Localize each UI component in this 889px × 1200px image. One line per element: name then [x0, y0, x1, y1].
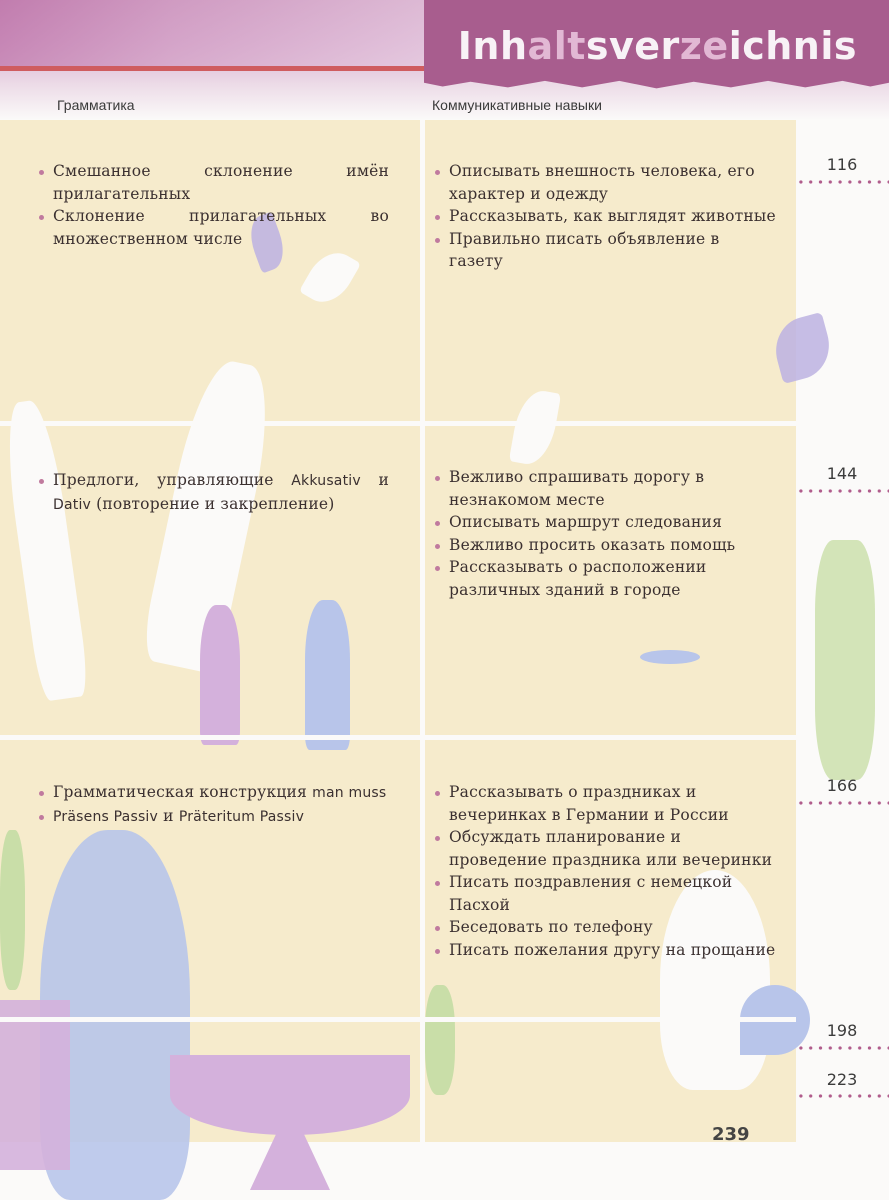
shopper-silhouette — [305, 600, 350, 750]
grammar-cell-2 — [37, 469, 389, 516]
list-item: Предлоги, управляющие Akkusativ и Dativ (повторение и закрепление) — [37, 469, 389, 516]
list-item: Описывать внешность человека, его характер и одежду — [433, 160, 778, 205]
page-number-link[interactable]: 144 — [826, 464, 858, 483]
list-item: Вежливо спрашивать дорогу в незнакомом месте — [433, 466, 778, 511]
list-item: Правильно писать объявление в газету — [433, 228, 778, 273]
shopper-silhouette — [200, 605, 240, 745]
list-item: Рассказывать, как выглядят животные — [433, 205, 778, 228]
dotted-leader — [796, 489, 889, 493]
page-number-link[interactable]: 223 — [826, 1070, 858, 1089]
page-folio-number: 239 — [712, 1124, 750, 1145]
list-item: Рассказывать о расположении различных зданий в городе — [433, 556, 778, 601]
list-item: Смешанное склонение имён прилагательных — [37, 160, 389, 205]
grammar-cell-3 — [37, 781, 389, 828]
dotted-leader — [796, 180, 889, 184]
page-title: Inhaltsverzeichnis — [457, 24, 857, 68]
greek-kylix-illustration — [170, 1055, 410, 1135]
grammar-cell-1 — [37, 160, 389, 250]
dancer-silhouette — [425, 985, 455, 1095]
page-number-link[interactable]: 116 — [826, 155, 858, 174]
row-divider — [0, 1017, 796, 1022]
dotted-leader — [796, 1046, 889, 1050]
dotted-leader — [796, 1094, 889, 1098]
flowerpot-illustration — [0, 1000, 70, 1170]
plant-illustration — [815, 540, 875, 780]
row-divider — [0, 735, 796, 740]
list-item: Беседовать по телефону — [433, 916, 778, 939]
list-item: Писать пожелания другу на прощание — [433, 939, 778, 962]
list-item: Описывать маршрут следования — [433, 511, 778, 534]
leaf-illustration — [0, 830, 25, 990]
page-number-link[interactable]: 166 — [826, 776, 858, 795]
column-header-communication: Коммуникативные навыки — [432, 97, 602, 113]
list-item: Обсуждать планирование и проведение праздника или вечеринки — [433, 826, 778, 871]
column-header-grammar: Грамматика — [57, 97, 135, 113]
communication-cell-1 — [433, 160, 778, 273]
leaf-illustration — [640, 650, 700, 664]
communication-cell-3 — [433, 781, 778, 961]
page-number-link[interactable]: 198 — [826, 1021, 858, 1040]
list-item: Писать поздравления с немецкой Пасхой — [433, 871, 778, 916]
list-item: Вежливо просить оказать помощь — [433, 534, 778, 557]
list-item: Präsens Passiv и Präteritum Passiv — [37, 805, 389, 829]
column-divider — [420, 120, 425, 1142]
list-item: Грамматическая конструкция man muss — [37, 781, 389, 805]
list-item: Склонение прилагательных во множественном числе — [37, 205, 389, 250]
header-rule — [0, 66, 424, 71]
list-item: Рассказывать о праздниках и вечеринках в Германии и России — [433, 781, 778, 826]
row-divider — [0, 421, 796, 426]
communication-cell-2 — [433, 466, 778, 601]
header-gradient — [0, 0, 430, 70]
dotted-leader — [796, 801, 889, 805]
